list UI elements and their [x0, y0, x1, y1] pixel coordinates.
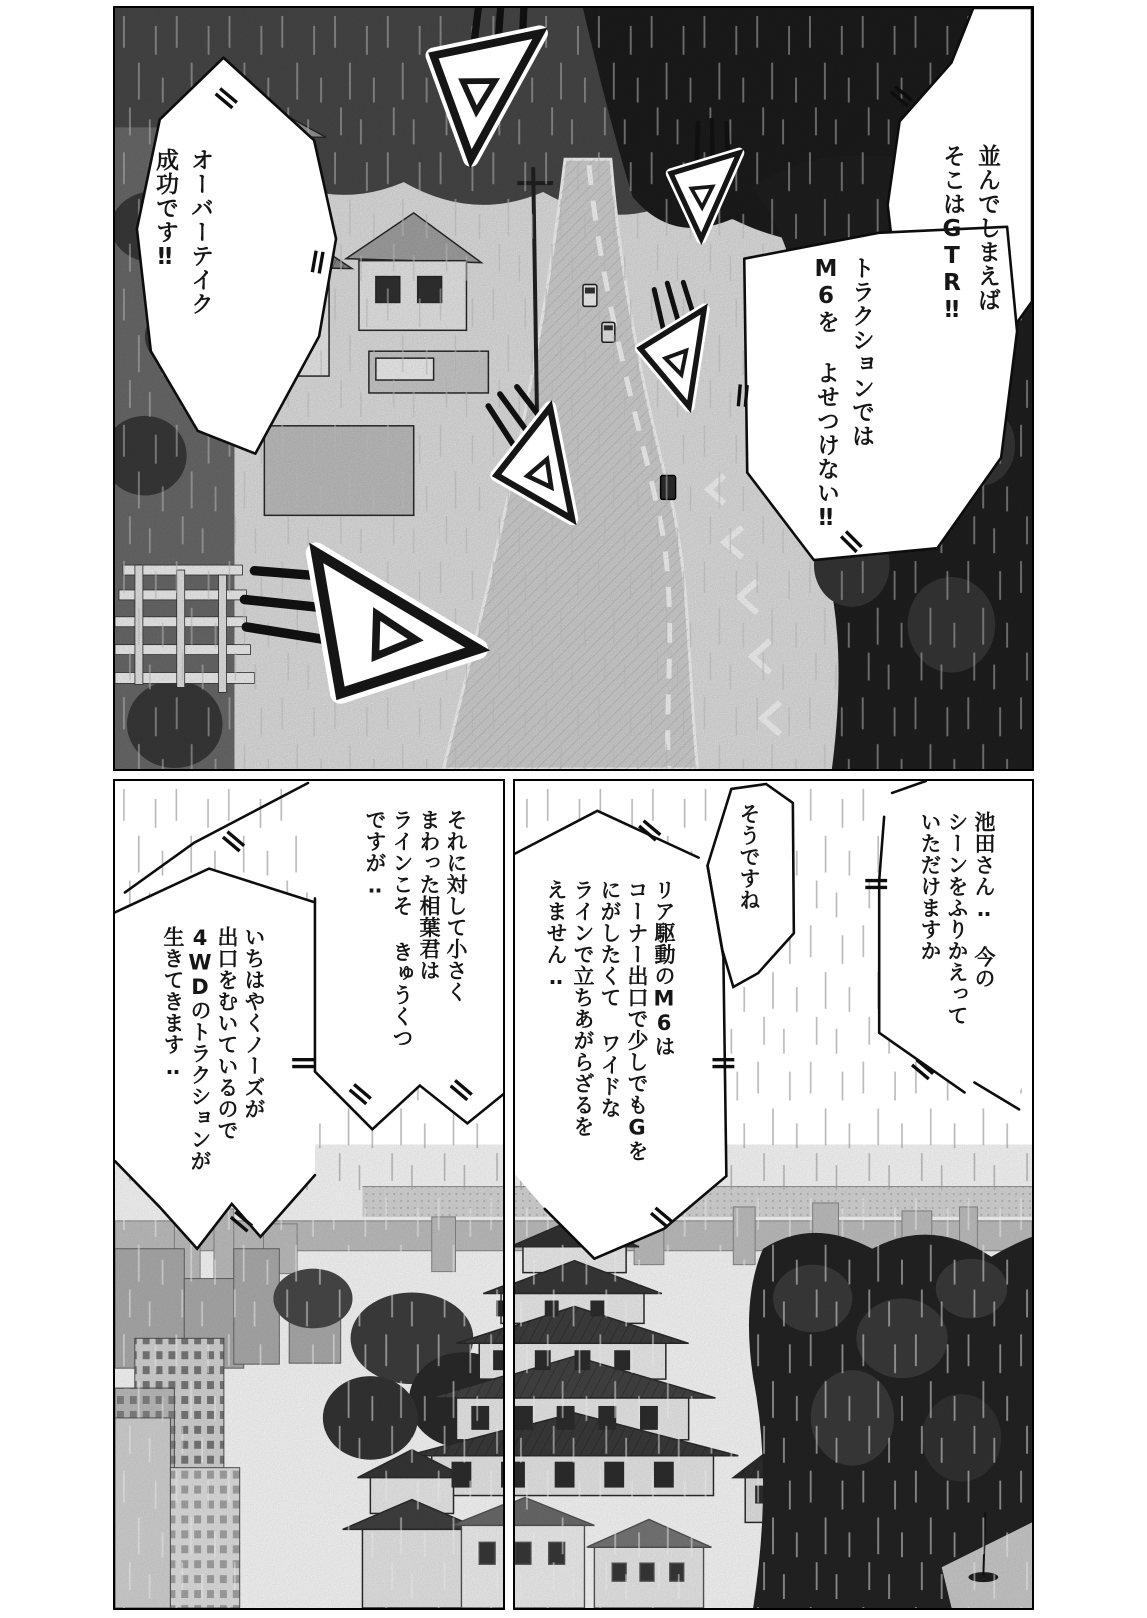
bubble-line: シーンをふりかえって — [945, 811, 969, 1026]
bubble-ikeda-text — [916, 811, 997, 1026]
bubble-traction-text — [808, 256, 878, 532]
bubble-compact-text — [361, 809, 469, 1049]
bubble-4wd-text — [159, 926, 267, 1172]
bubble-line: そこはGTR‼ — [939, 144, 965, 324]
bubble-line: M6を よせつけない‼ — [813, 256, 839, 532]
top-panel — [113, 6, 1034, 771]
bubble-rear-drive-text — [542, 879, 677, 1162]
bubble-line: 生きてきます‥ — [161, 926, 185, 1080]
bubble-line: ラインこそ きゅうくつ — [390, 809, 414, 1049]
bubble-line: 4WDのトラクションが — [188, 926, 212, 1172]
bubble-line: 並んでしまえば — [974, 144, 1000, 312]
bubble-line: いただけますか — [918, 811, 942, 962]
bubble-line: 池田さん‥ 今の — [972, 811, 996, 989]
bubble-line: リア駆動のM6は — [652, 879, 676, 1057]
bubble-line: コーナー出口で少しでもGを — [625, 879, 649, 1162]
bubble-line: ですが‥ — [363, 809, 387, 898]
bubble-gtr-text — [934, 144, 1004, 324]
bubble-line: それに対して小さく — [444, 809, 468, 1003]
bubble-line: オーバーテイク — [187, 148, 213, 316]
bubble-agree-text — [735, 803, 762, 911]
bubble-line: ラインで立ちあがらざるを — [571, 879, 595, 1137]
bubble-line: 成功です‼ — [152, 148, 178, 271]
bottom-left-panel — [113, 779, 505, 1610]
bubble-line: えません‥ — [544, 879, 568, 990]
bubble-line: そうですね — [737, 803, 761, 911]
bubble-line: まわった相葉君は — [417, 809, 441, 981]
bubble-line: トラクションでは — [848, 256, 874, 448]
bubble-line: 出口をむいているので — [215, 926, 239, 1141]
bottom-right-panel — [513, 779, 1034, 1610]
top-panel-art — [115, 8, 1032, 769]
bubble-line: いちはやくノーズが — [242, 926, 266, 1120]
bubble-overtake-text — [147, 148, 217, 316]
bubble-line: にがしたくて ワイドな — [598, 879, 622, 1119]
